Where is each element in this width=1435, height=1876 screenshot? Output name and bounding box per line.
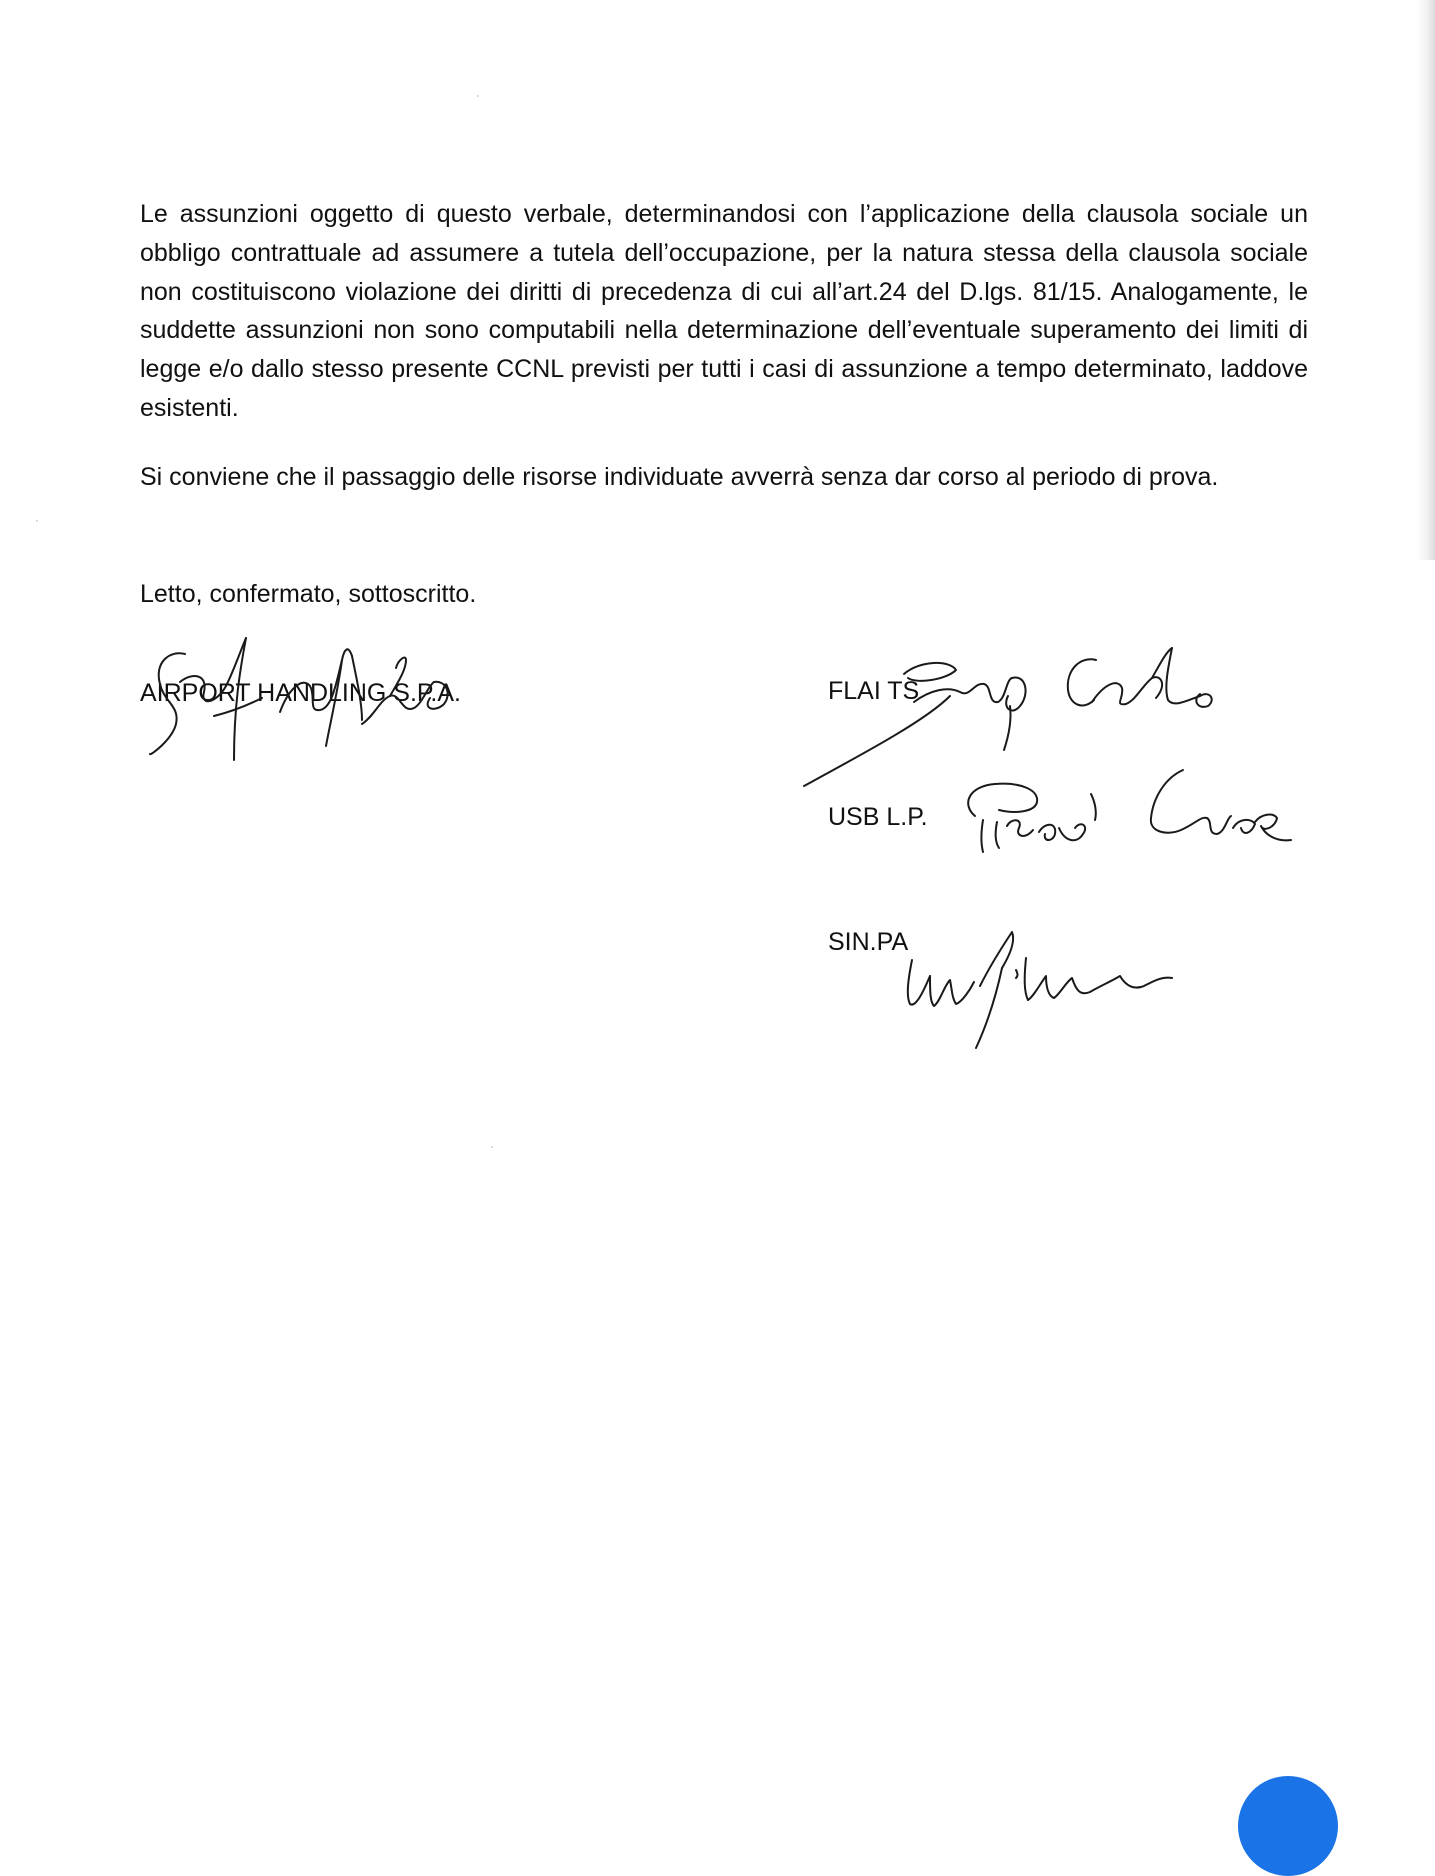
body-paragraph-2: Si conviene che il passaggio delle risorse individuate avverrà senza dar corso al periodo di prova. — [140, 463, 1219, 491]
body-paragraph-1: Le assunzioni oggetto di questo verbale, determinandosi con l’applicazione della clausola sociale un obbligo contrattuale ad assumere a tutela dell’occupazione, per la natura stessa della clausola sociale non costituiscono violazione dei diritti di precedenza di cui all’art.24 del D.lgs. 81/15. Analogamente, le suddette assunzioni non sono computabili nella determinazione dell’eventuale superamento dei limiti di legge e/o dallo stesso presente CCNL previsti per tutti i casi di assunzione a tempo determinato, laddove esistenti. — [140, 200, 1308, 422]
signatory-flai: FLAI TS — [828, 677, 920, 705]
signature-airport-handling — [130, 620, 510, 770]
signature-usb — [955, 756, 1295, 866]
signatory-airport-handling: AIRPORT HANDLING S.P.A. — [140, 679, 461, 707]
scan-speck — [491, 1146, 493, 1148]
floating-action-button[interactable] — [1238, 1776, 1338, 1876]
scan-speck — [477, 95, 479, 97]
signatory-sinpa: SIN.PA — [828, 928, 909, 956]
scan-speck — [36, 520, 38, 522]
signature-sinpa — [900, 920, 1200, 1060]
page-edge-shadow — [1417, 0, 1435, 560]
signatory-usb: USB L.P. — [828, 803, 928, 831]
closing-line: Letto, confermato, sottoscritto. — [140, 580, 477, 608]
